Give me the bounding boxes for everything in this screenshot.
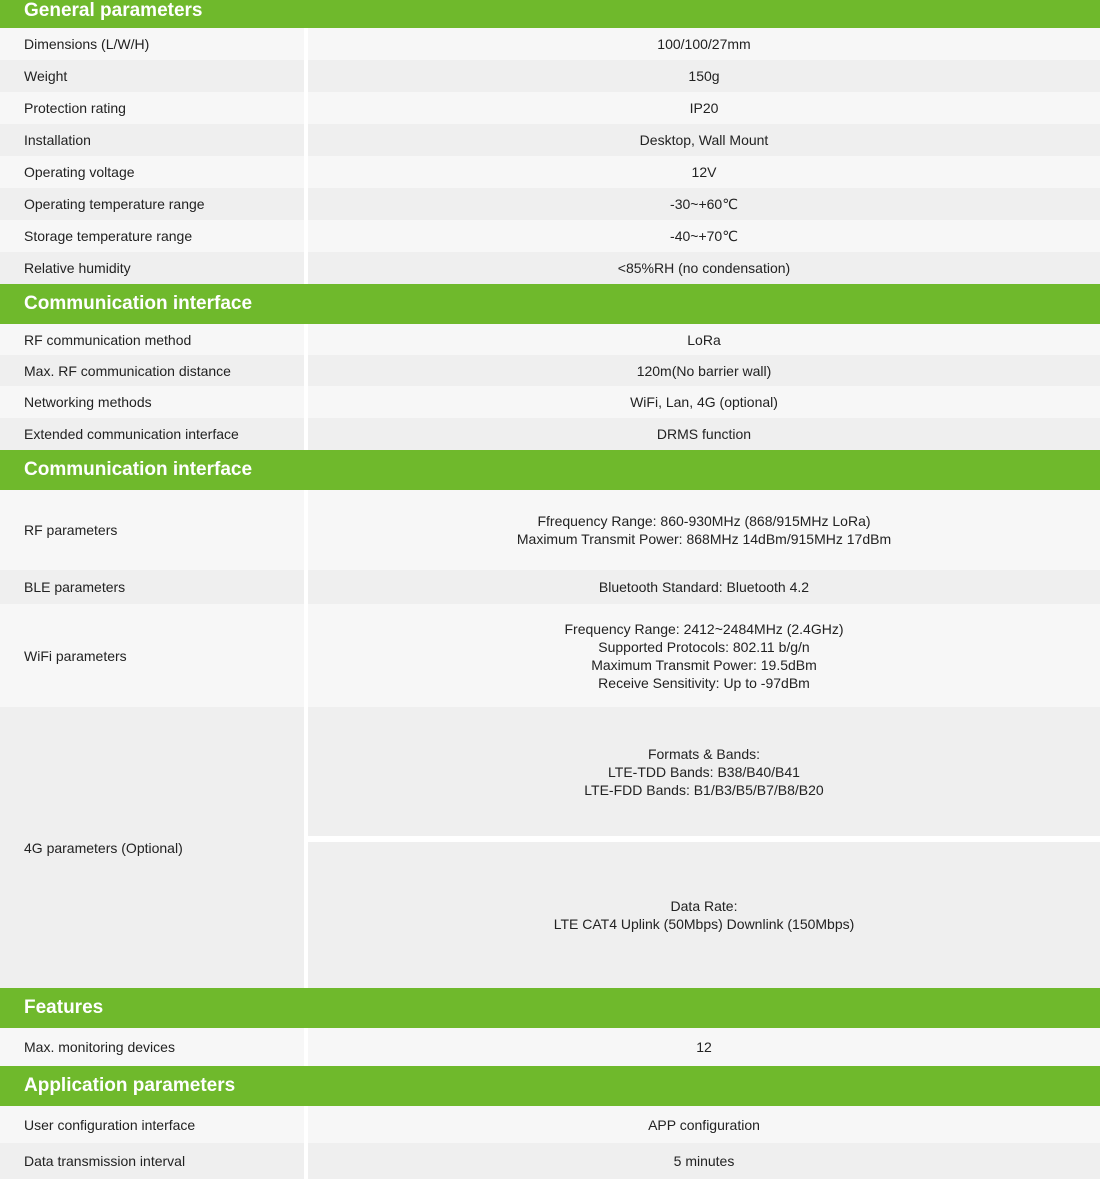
value-line: LTE CAT4 Uplink (50Mbps) Downlink (150Mbps)	[553, 916, 855, 932]
spec-value: <85%RH (no condensation)	[308, 252, 1100, 284]
spec-value: 120m(No barrier wall)	[308, 355, 1100, 386]
spec-row-max-devices	[0, 1028, 1100, 1066]
spec-label: WiFi parameters	[0, 604, 304, 707]
value-line: Ffrequency Range: 860-930MHz (868/915MHz LoRa)	[537, 513, 871, 529]
spec-row-rf-distance	[0, 355, 1100, 386]
spec-value: DRMS function	[308, 418, 1100, 450]
spec-row-installation	[0, 124, 1100, 156]
value-line: Maximum Transmit Power: 19.5dBm	[591, 656, 817, 673]
spec-value	[308, 570, 1100, 604]
spec-value: IP20	[308, 92, 1100, 124]
spec-value	[308, 490, 1100, 570]
spec-row-operating-temp	[0, 188, 1100, 220]
spec-row-extended-interface	[0, 418, 1100, 450]
spec-label: Storage temperature range	[0, 220, 304, 252]
spec-label: RF communication method	[0, 324, 304, 355]
spec-row-networking	[0, 386, 1100, 418]
spec-row-4g-parameters	[0, 707, 1100, 988]
spec-row-weight	[0, 60, 1100, 92]
section-header-communication: Communication interface	[0, 284, 1100, 324]
spec-value: 100/100/27mm	[308, 28, 1100, 60]
spec-value: WiFi, Lan, 4G (optional)	[308, 386, 1100, 418]
spec-label: RF parameters	[0, 490, 304, 570]
spec-label: User configuration interface	[0, 1106, 304, 1143]
spec-value: 12V	[308, 156, 1100, 188]
spec-value: 12	[308, 1028, 1100, 1066]
spec-label: Max. monitoring devices	[0, 1028, 304, 1066]
spec-label: BLE parameters	[0, 570, 304, 604]
spec-label: Networking methods	[0, 386, 304, 418]
spec-label: Weight	[0, 60, 304, 92]
spec-label: Installation	[0, 124, 304, 156]
spec-row-wifi-parameters	[0, 604, 1100, 707]
spec-row-user-config	[0, 1106, 1100, 1143]
spec-row-dimensions	[0, 28, 1100, 60]
value-line: LTE-TDD Bands: B38/B40/B41	[608, 763, 800, 780]
spec-value-bands	[308, 707, 1100, 836]
value-line: Supported Protocols: 802.11 b/g/n	[598, 638, 810, 655]
value-line: Bluetooth Standard: Bluetooth 4.2	[598, 579, 810, 595]
spec-label: Max. RF communication distance	[0, 355, 304, 386]
spec-label: Operating voltage	[0, 156, 304, 188]
value-line: Formats & Bands:	[647, 745, 761, 762]
spec-label: Operating temperature range	[0, 188, 304, 220]
spec-row-humidity	[0, 252, 1100, 284]
spec-row-rf-parameters	[0, 490, 1100, 570]
spec-row-voltage	[0, 156, 1100, 188]
spec-value: 5 minutes	[308, 1143, 1100, 1179]
spec-value: 150g	[308, 60, 1100, 92]
spec-value: APP configuration	[308, 1106, 1100, 1143]
spec-label: 4G parameters (Optional)	[0, 707, 304, 988]
spec-value	[308, 604, 1100, 707]
value-line: LTE-FDD Bands: B1/B3/B5/B7/B8/B20	[584, 781, 824, 798]
spec-label: Protection rating	[0, 92, 304, 124]
value-line: Frequency Range: 2412~2484MHz (2.4GHz)	[564, 620, 844, 637]
spec-label: Dimensions (L/W/H)	[0, 28, 304, 60]
section-header-general: General parameters	[0, 0, 1100, 28]
spec-label: Data transmission interval	[0, 1143, 304, 1179]
section-header-application: Application parameters	[0, 1066, 1100, 1106]
section-header-communication-params: Communication interface	[0, 450, 1100, 490]
spec-row-storage-temp	[0, 220, 1100, 252]
spec-row-transmission-interval	[0, 1143, 1100, 1179]
value-line: Maximum Transmit Power: 868MHz 14dBm/915MHz 17dBm	[516, 531, 892, 547]
spec-label: Extended communication interface	[0, 418, 304, 450]
spec-row-protection	[0, 92, 1100, 124]
spec-row-rf-method	[0, 324, 1100, 355]
spec-value: LoRa	[308, 324, 1100, 355]
spec-value: -40~+70℃	[308, 220, 1100, 252]
spec-label: Relative humidity	[0, 252, 304, 284]
spec-value: Desktop, Wall Mount	[308, 124, 1100, 156]
section-header-features: Features	[0, 988, 1100, 1028]
value-line: Receive Sensitivity: Up to -97dBm	[598, 674, 810, 691]
value-line: Data Rate:	[670, 898, 738, 914]
spec-value-data-rate	[308, 842, 1100, 988]
spec-value: -30~+60℃	[308, 188, 1100, 220]
spec-row-ble-parameters	[0, 570, 1100, 604]
